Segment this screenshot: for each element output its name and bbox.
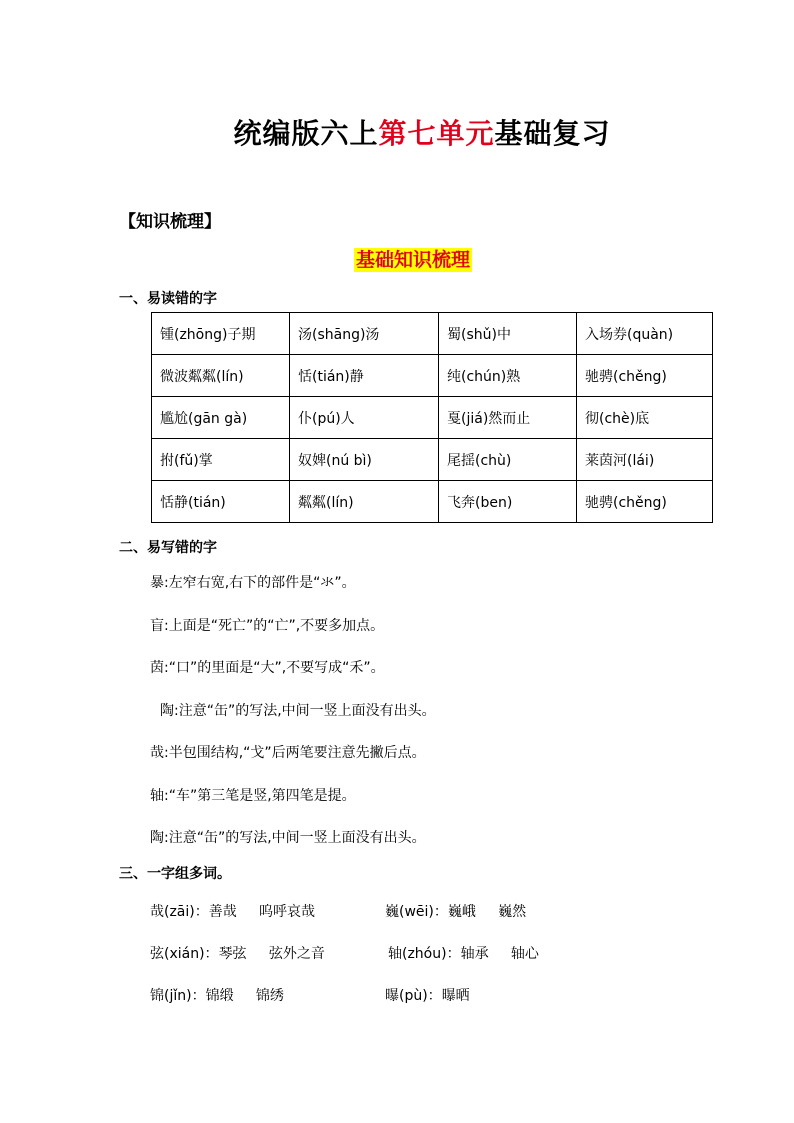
word-group-char: 弦(xián)：: [150, 946, 219, 962]
word-group-words: 善哉 呜呼哀哉: [208, 904, 316, 920]
table-row: [152, 481, 713, 523]
word-group-words: 曝晒: [441, 988, 470, 1004]
word-group-words: 轴承 轴心: [460, 946, 539, 962]
writing-note: 陶:注意“缶”的写法,中间一竖上面没有出头。: [160, 703, 436, 719]
table-cell: 飞奔(ben): [439, 481, 577, 523]
table-cell: 纯(chún)熟: [439, 355, 577, 397]
word-group: [385, 985, 470, 1005]
word-group: [150, 943, 325, 963]
highlight-heading-wrap: [0, 245, 794, 272]
knowledge-heading: 【知识梳理】: [119, 212, 221, 232]
easy-misread-table: [151, 312, 713, 523]
table-cell: 恬静(tián): [152, 481, 290, 523]
writing-note: 暴:左窄右宽,右下的部件是“氺”。: [150, 575, 356, 591]
table-cell: 入场券(quàn): [577, 313, 713, 355]
writing-note: 茵:“口”的里面是“大”,不要写成“禾”。: [150, 660, 385, 676]
word-group-char: 轴(zhóu)：: [388, 946, 461, 962]
word-group: [150, 985, 284, 1005]
table-row: [152, 313, 713, 355]
writing-note: 哉:半包围结构,“戈”后两笔要注意先撇后点。: [150, 745, 426, 761]
table-row: [152, 397, 713, 439]
table-cell: 驰骋(chěng): [577, 481, 713, 523]
section-1-heading: 一、易读错的字: [119, 291, 217, 307]
table-cell: 锺(zhōng)子期: [152, 313, 290, 355]
writing-note: 陶:注意“缶”的写法,中间一竖上面没有出头。: [150, 830, 426, 846]
table-cell: 彻(chè)底: [577, 397, 713, 439]
writing-note: 盲:上面是“死亡”的“亡”,不要多加点。: [150, 618, 385, 634]
section-3-heading: 三、一字组多词。: [119, 866, 231, 882]
table-cell: 尾揺(chù): [439, 439, 577, 481]
word-group-words: 巍峨 巍然: [447, 904, 527, 920]
word-group-char: 锦(jǐn)：: [150, 988, 206, 1004]
word-group-char: 巍(wēi)：: [385, 904, 448, 920]
table-cell: 微波粼粼(lín): [152, 355, 290, 397]
table-cell: 奴婢(nú bì): [290, 439, 439, 481]
table-cell: 恬(tián)静: [290, 355, 439, 397]
title-part-3: 基础复习: [494, 117, 611, 150]
word-group-char: 哉(zāi)：: [150, 904, 209, 920]
table-cell: 驰骋(chěng): [577, 355, 713, 397]
table-cell: 汤(shāng)汤: [290, 313, 439, 355]
title-part-2: 第七单元: [378, 117, 495, 150]
word-group-words: 锦缎 锦绣: [205, 988, 284, 1004]
table-cell: 仆(pú)人: [290, 397, 439, 439]
table-cell: 蜀(shǔ)中: [439, 313, 577, 355]
table-row: [152, 439, 713, 481]
word-group: [150, 901, 315, 921]
writing-note: 轴:“车”第三笔是竖,第四笔是提。: [150, 788, 356, 804]
section-2-heading: 二、易写错的字: [119, 540, 217, 556]
word-group-char: 曝(pù)：: [385, 988, 442, 1004]
page-title: [0, 112, 794, 152]
table-cell: 拊(fǔ)掌: [152, 439, 290, 481]
word-group: [385, 901, 526, 921]
word-group-words: 琴弦 弦外之音: [218, 946, 325, 962]
table-row: [152, 355, 713, 397]
table-cell: 粼粼(lín): [290, 481, 439, 523]
table-cell: 莱茵河(lái): [577, 439, 713, 481]
table-cell: 戛(jiá)然而止: [439, 397, 577, 439]
table-cell: 尴尬(gān gà): [152, 397, 290, 439]
title-part-1: 统编版六上: [233, 117, 379, 150]
word-group: [388, 943, 539, 963]
highlight-heading: 基础知识梳理: [355, 249, 470, 271]
